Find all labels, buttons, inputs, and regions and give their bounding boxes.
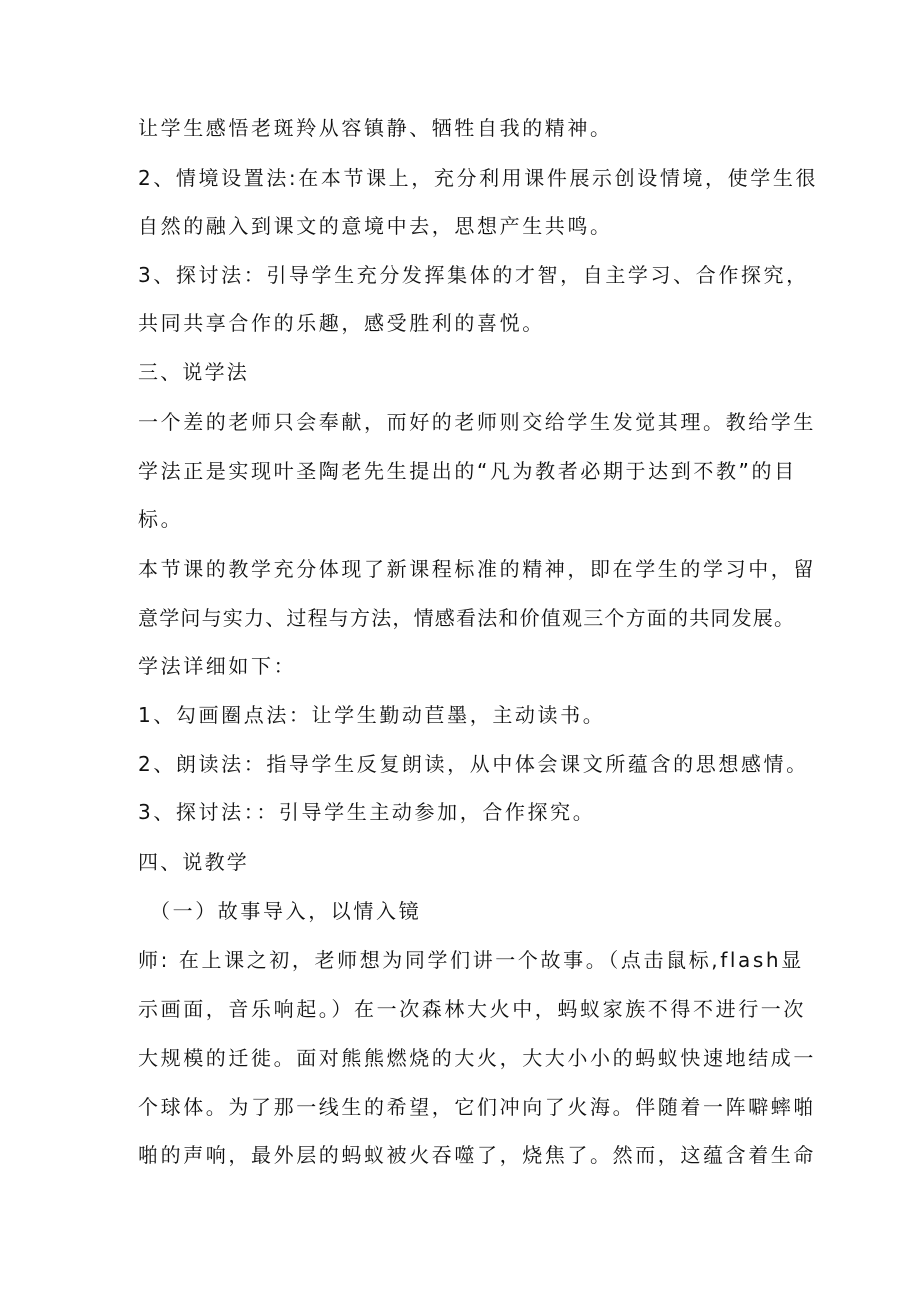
text-line: 学法正是实现叶圣陶老先生提出的“凡为教者必期于达到不教”的目 xyxy=(138,459,797,483)
text-line: 2、朗读法：指导学生反复朗读，从中体会课文所蕴含的思想感情。 xyxy=(138,752,809,776)
text-line: 大规模的迁徙。面对熊熊燃烧的大火，大大小小的蚂蚁快速地结成一 xyxy=(138,1046,816,1070)
text-line: 2、情境设置法:在本节课上，充分利用课件展示创设情境，使学生很 xyxy=(138,166,819,190)
text-line: 3、探讨法：：引导学生主动参加，合作探究。 xyxy=(138,800,596,824)
text-line: 意学问与实力、过程与方法，情感看法和价值观三个方面的共同发展。 xyxy=(138,606,796,630)
text-line: 师: 在上课之初，老师想为同学们讲一个故事。（点击鼠标,flash显 xyxy=(138,948,804,972)
subsection-heading: （一）故事导入，以情入镜 xyxy=(150,899,422,923)
text-line: 啪的声响，最外层的蚂蚁被火吞噬了，烧焦了。然而，这蕴含着生命 xyxy=(138,1143,816,1167)
section-heading: 四、说教学 xyxy=(138,850,249,874)
text-line: 自然的融入到课文的意境中去，思想产生共鸣。 xyxy=(138,214,613,238)
text-line: 学法详细如下： xyxy=(138,654,297,678)
text-line: 让学生感悟老斑羚从容镇静、牺牲自我的精神。 xyxy=(138,116,613,140)
text-line: 本节课的教学充分体现了新课程标准的精神，即在学生的学习中，留 xyxy=(138,557,816,581)
section-heading: 三、说学法 xyxy=(138,360,249,384)
text-line: 个球体。为了那一线生的希望，它们冲向了火海。伴随着一阵噼蟀啪 xyxy=(138,1095,816,1119)
text-line: 共同共享合作的乐趣，感受胜利的喜悦。 xyxy=(138,311,545,335)
text-line: 1、勾画圈点法：让学生勤动苣墨，主动读书。 xyxy=(138,703,606,727)
text-line: 3、探讨法：引导学生充分发挥集体的才智，自主学习、合作探究， xyxy=(138,263,809,287)
text-line: 标。 xyxy=(138,507,184,531)
text-line: 示画面，音乐响起。）在一次森林大火中，蚂蚁家族不得不进行一次 xyxy=(138,997,806,1021)
text-line: 一个差的老师只会奉献，而好的老师则交给学生发觉其理。教给学生 xyxy=(138,410,816,434)
